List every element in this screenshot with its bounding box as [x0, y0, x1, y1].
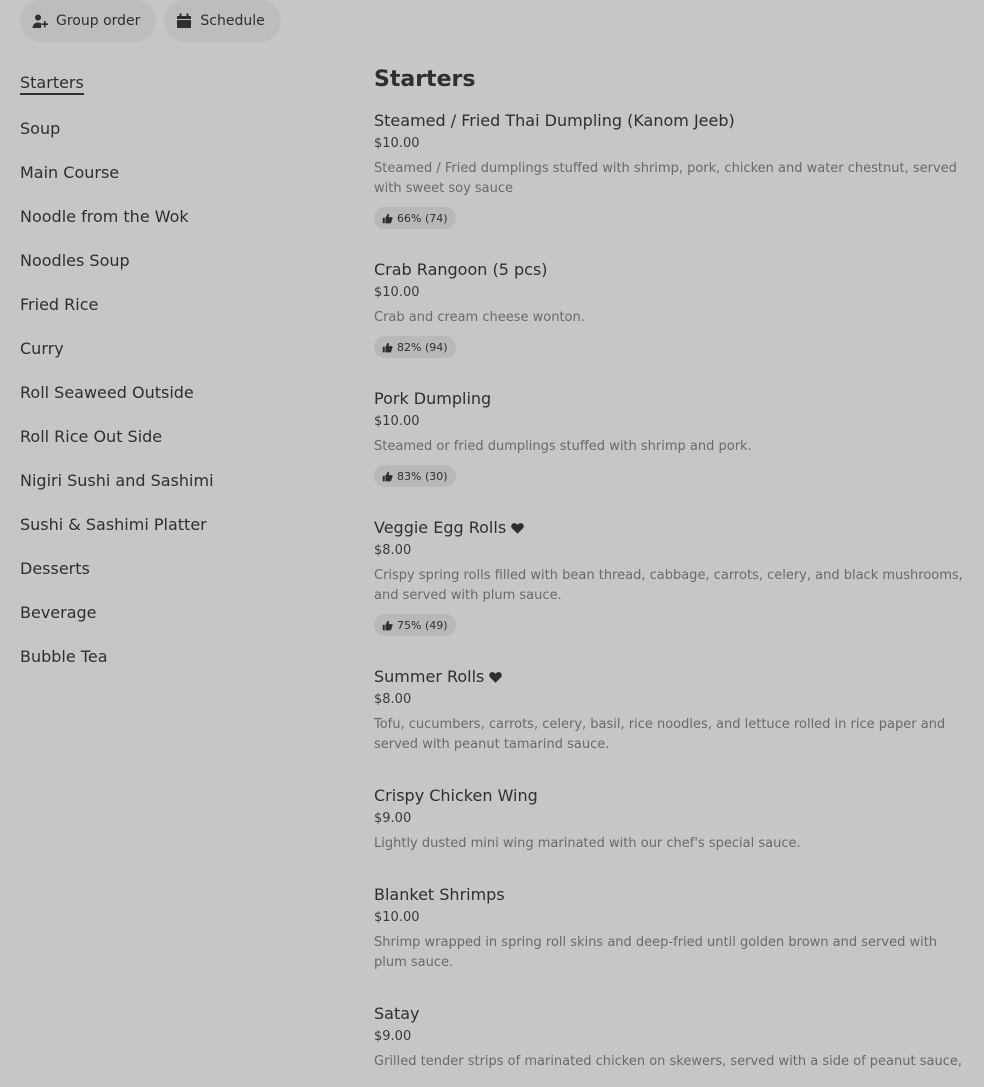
item-name-text: Summer Rolls — [374, 667, 485, 686]
menu-item[interactable] — [374, 884, 964, 973]
sidebar-item-curry[interactable] — [20, 326, 340, 370]
thumbs-up-icon — [382, 213, 393, 224]
sidebar-item-nigiri-sushi-and-sashimi[interactable] — [20, 458, 340, 502]
sidebar-item-main-course[interactable] — [20, 150, 340, 194]
item-price: $8.00 — [374, 543, 412, 558]
sidebar-item-label: Nigiri Sushi and Sashimi — [20, 470, 214, 490]
group-order-button[interactable] — [20, 0, 156, 42]
menu-item[interactable] — [374, 388, 964, 487]
item-name — [374, 884, 964, 906]
item-description: Crab and cream cheese wonton. — [374, 310, 585, 325]
sidebar-item-label: Roll Seaweed Outside — [20, 382, 194, 402]
item-name — [374, 785, 964, 807]
rating-badge — [374, 465, 456, 487]
menu-item[interactable] — [374, 110, 964, 229]
add-person-icon — [32, 13, 48, 29]
menu-item[interactable] — [374, 785, 964, 854]
sidebar-item-label: Starters — [20, 73, 84, 95]
item-description: Grilled tender strips of marinated chicken on skewers, served with a side of peanut sauce, — [374, 1054, 962, 1069]
item-name — [374, 259, 964, 281]
item-name — [374, 1003, 964, 1025]
item-name — [374, 388, 964, 410]
item-description: Tofu, cucumbers, carrots, celery, basil, rice noodles, and lettuce rolled in rice paper and served with peanut tamarind sauce. — [374, 717, 946, 752]
item-price: $10.00 — [374, 414, 420, 429]
item-name-text: Crispy Chicken Wing — [374, 786, 538, 805]
section-title: Starters — [374, 67, 476, 92]
item-price: $9.00 — [374, 1029, 412, 1044]
item-name — [374, 110, 964, 132]
thumbs-up-icon — [382, 342, 393, 353]
item-price: $10.00 — [374, 910, 420, 925]
calendar-icon — [176, 13, 192, 29]
top-actions — [20, 0, 281, 42]
schedule-label: Schedule — [200, 13, 265, 29]
sidebar-item-label: Main Course — [20, 162, 120, 182]
rating-badge — [374, 614, 456, 636]
sidebar-item-label: Noodles Soup — [20, 250, 130, 270]
sidebar-item-label: Desserts — [20, 558, 90, 578]
sidebar-item-soup[interactable] — [20, 106, 340, 150]
sidebar-item-roll-rice-out-side[interactable] — [20, 414, 340, 458]
item-description: Crispy spring rolls filled with bean thread, cabbage, carrots, celery, and black mushrooms, and served with plum sauce. — [374, 568, 963, 603]
item-price: $10.00 — [374, 285, 420, 300]
sidebar-item-label: Soup — [20, 118, 61, 138]
menu-item[interactable] — [374, 259, 964, 358]
sidebar-item-noodle-from-the-wok[interactable] — [20, 194, 340, 238]
sidebar-item-desserts[interactable] — [20, 546, 340, 590]
sidebar-item-fried-rice[interactable] — [20, 282, 340, 326]
item-name-text: Blanket Shrimps — [374, 885, 505, 904]
sidebar-item-label: Noodle from the Wok — [20, 206, 189, 226]
item-name-text: Veggie Egg Rolls — [374, 518, 507, 537]
rating-text: 66% (74) — [397, 211, 448, 225]
rating-badge — [374, 207, 456, 229]
rating-text: 75% (49) — [397, 618, 448, 632]
menu-section — [374, 64, 964, 1072]
schedule-button[interactable] — [164, 0, 280, 42]
sidebar-item-beverage[interactable] — [20, 590, 340, 634]
item-name — [374, 517, 964, 539]
menu-item[interactable] — [374, 517, 964, 636]
heart-icon — [511, 522, 524, 534]
item-price: $8.00 — [374, 692, 412, 707]
sidebar-item-starters[interactable] — [20, 62, 340, 106]
sidebar-item-label: Roll Rice Out Side — [20, 426, 163, 446]
sidebar-item-label: Beverage — [20, 602, 97, 622]
rating-text: 82% (94) — [397, 340, 448, 354]
sidebar-item-label: Curry — [20, 338, 64, 358]
sidebar-item-label: Sushi & Sashimi Platter — [20, 514, 207, 534]
item-name-text: Steamed / Fried Thai Dumpling (Kanom Jeeb) — [374, 111, 735, 130]
sidebar-item-label: Fried Rice — [20, 294, 99, 314]
item-name-text: Crab Rangoon (5 pcs) — [374, 260, 548, 279]
rating-text: 83% (30) — [397, 469, 448, 483]
sidebar-item-sushi-sashimi-platter[interactable] — [20, 502, 340, 546]
item-price: $10.00 — [374, 136, 420, 151]
rating-badge — [374, 336, 456, 358]
item-description: Shrimp wrapped in spring roll skins and deep-fried until golden brown and served with plum sauce. — [374, 935, 938, 970]
heart-icon — [489, 671, 502, 683]
group-order-label: Group order — [56, 13, 141, 29]
sidebar-item-label: Bubble Tea — [20, 646, 108, 666]
item-description: Lightly dusted mini wing marinated with our chef's special sauce. — [374, 836, 801, 851]
item-name-text: Satay — [374, 1004, 420, 1023]
item-description: Steamed or fried dumplings stuffed with shrimp and pork. — [374, 439, 752, 454]
item-price: $9.00 — [374, 811, 412, 826]
thumbs-up-icon — [382, 471, 393, 482]
menu-item[interactable] — [374, 1003, 964, 1072]
thumbs-up-icon — [382, 620, 393, 631]
item-description: Steamed / Fried dumplings stuffed with shrimp, pork, chicken and water chestnut, served with sweet soy sauce — [374, 161, 957, 196]
sidebar-item-roll-seaweed-outside[interactable] — [20, 370, 340, 414]
item-name — [374, 666, 964, 688]
category-sidebar — [20, 62, 340, 678]
sidebar-item-noodles-soup[interactable] — [20, 238, 340, 282]
menu-item[interactable] — [374, 666, 964, 755]
sidebar-item-bubble-tea[interactable] — [20, 634, 340, 678]
item-name-text: Pork Dumpling — [374, 389, 492, 408]
